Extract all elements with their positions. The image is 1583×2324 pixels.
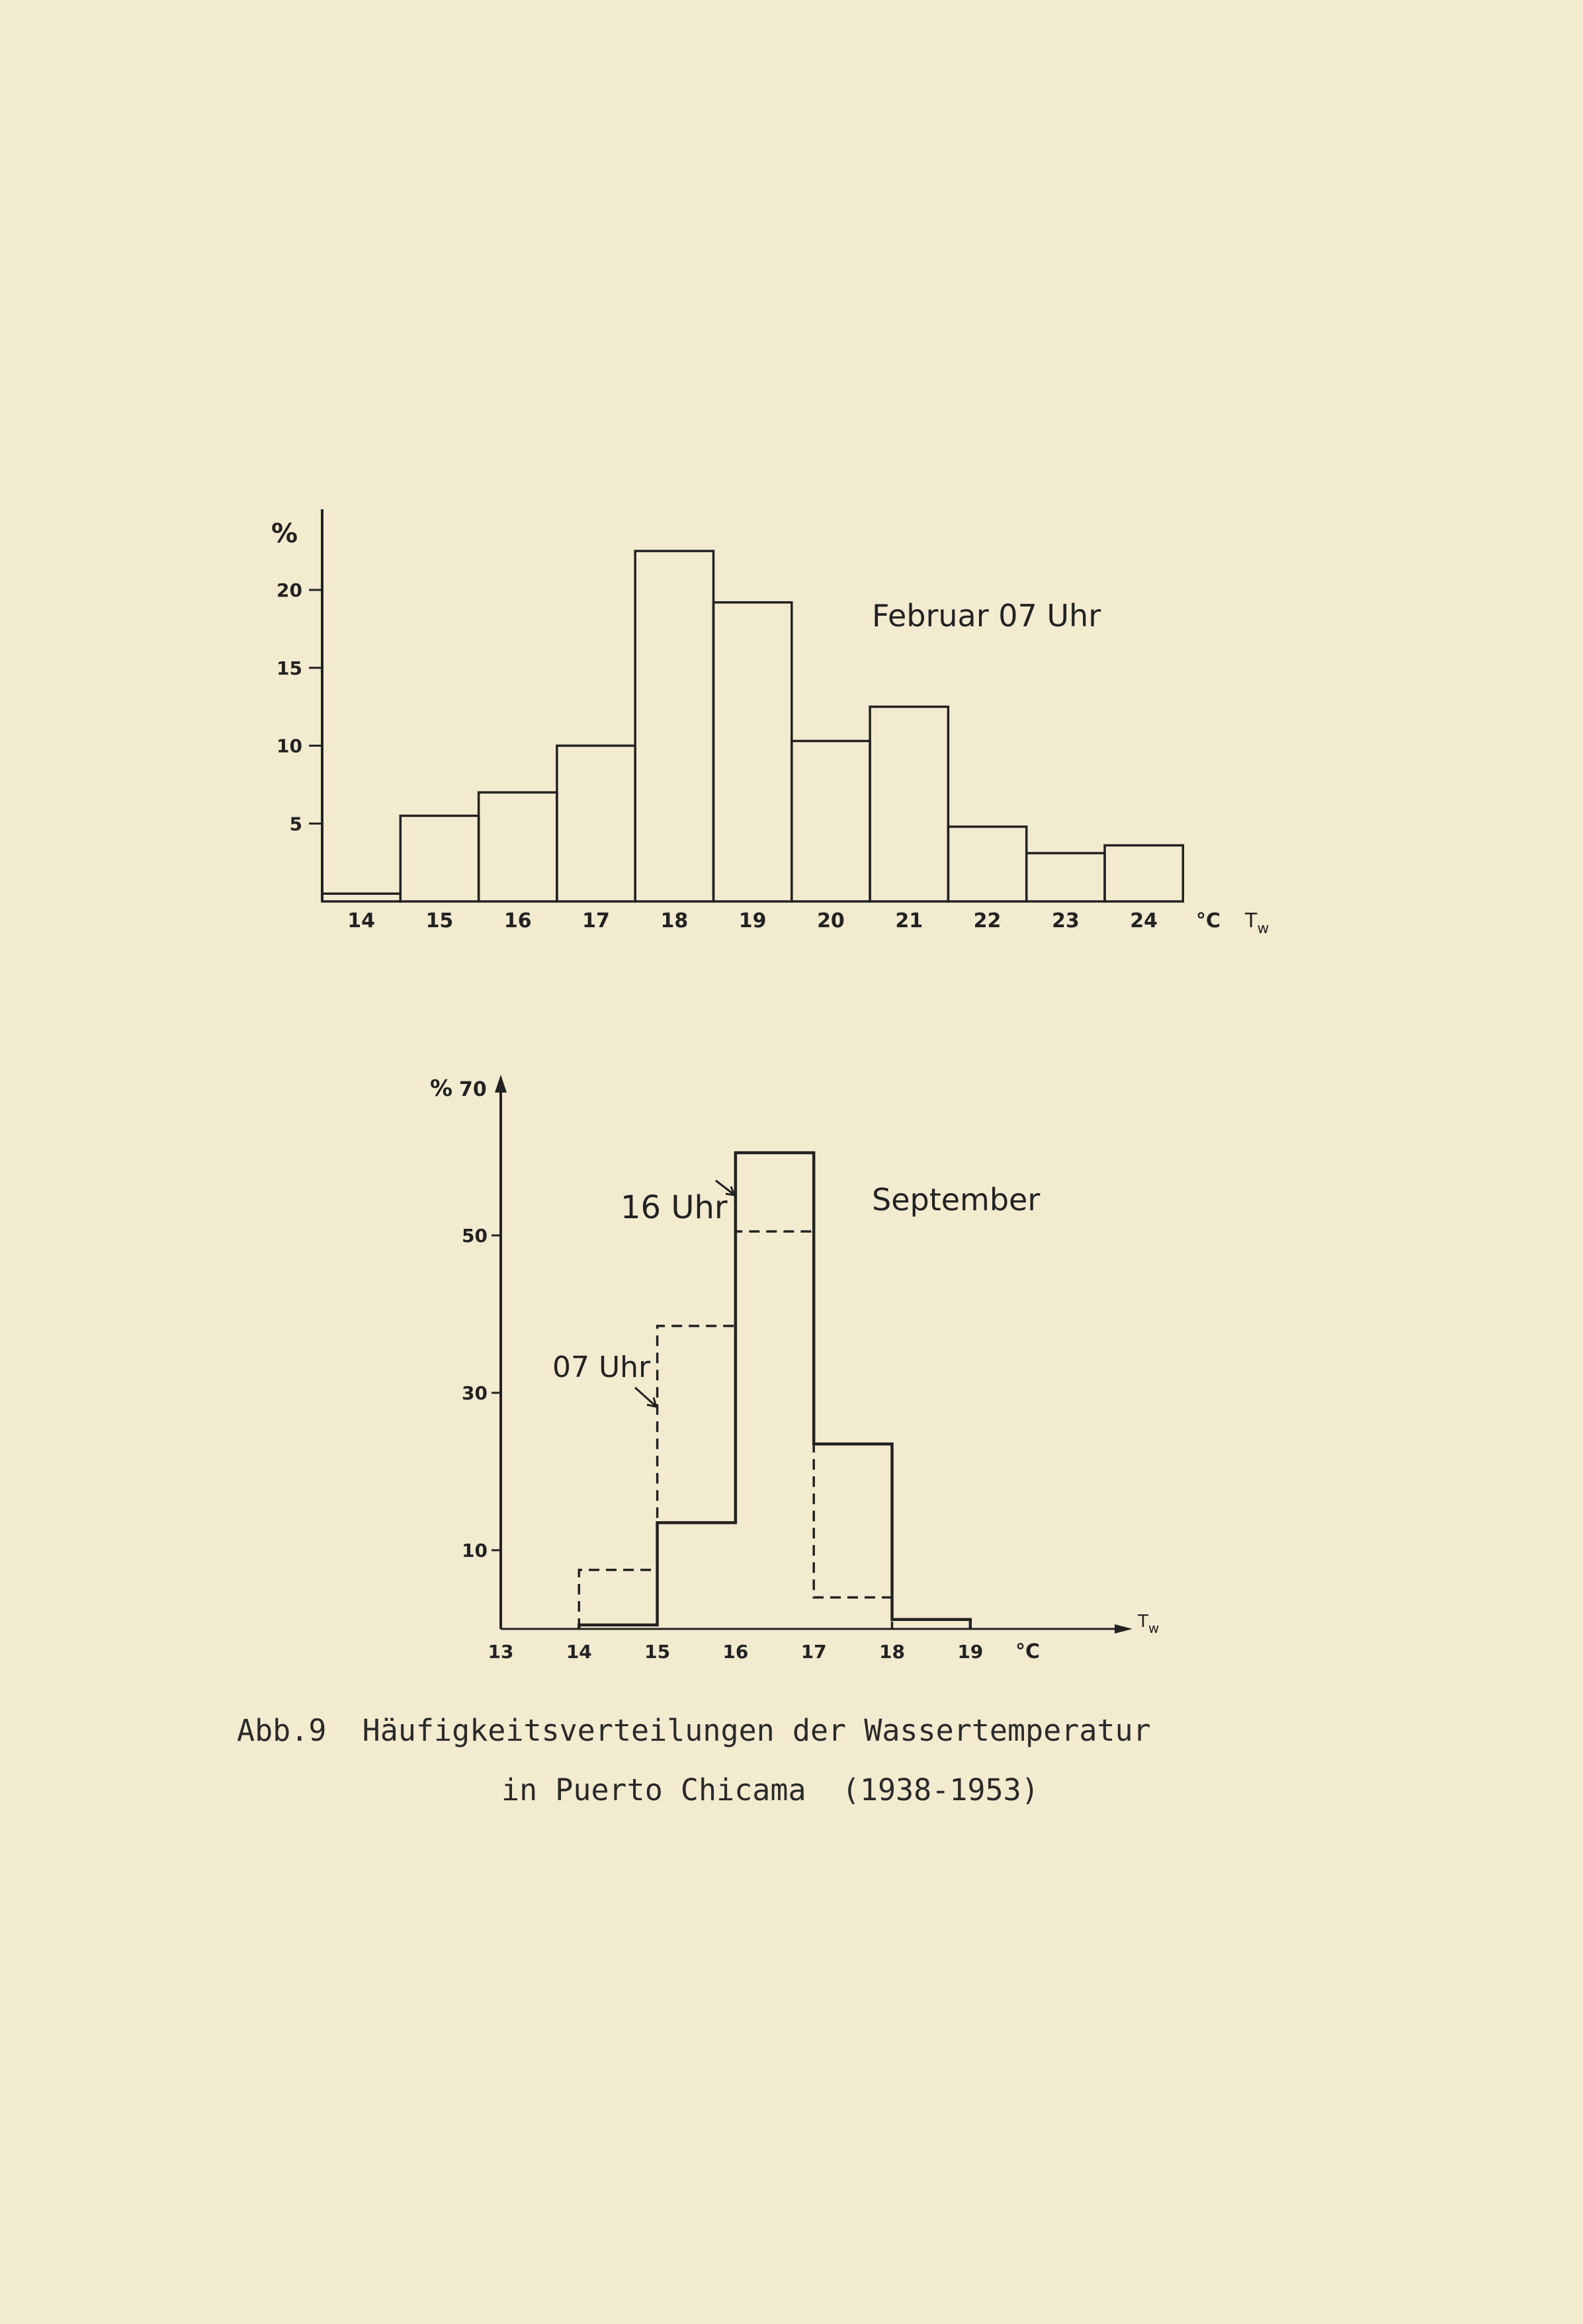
chart-annotation: Februar 07 Uhr bbox=[872, 598, 1101, 634]
y-tick-label-15: 15 bbox=[277, 657, 302, 679]
y-tick-label-20: 20 bbox=[277, 579, 302, 601]
x-tick-label-15: 15 bbox=[425, 909, 454, 933]
x-unit-label: °C bbox=[1015, 1640, 1041, 1663]
x-tick-label-19: 19 bbox=[957, 1641, 984, 1663]
x-tick-label-18: 18 bbox=[879, 1641, 905, 1663]
caption-line-1: Abb.9 Häufigkeitsverteilungen der Wassertemperatur bbox=[237, 1713, 1151, 1748]
y-axis-label: % bbox=[271, 519, 298, 549]
x-tick-label-23: 23 bbox=[1051, 909, 1080, 933]
y-tick-label-30: 30 bbox=[462, 1382, 488, 1404]
y-axis-top-label: 70 bbox=[459, 1078, 487, 1101]
x-tick-label-22: 22 bbox=[973, 909, 1002, 933]
x-tick-label-21: 21 bbox=[895, 909, 923, 933]
x-tick-label-16: 16 bbox=[503, 909, 532, 933]
x-axis-arrowhead bbox=[1115, 1624, 1133, 1634]
series-07-uhr-pointer bbox=[635, 1388, 655, 1405]
y-axis-label: % bbox=[430, 1075, 453, 1102]
y-tick-label-10: 10 bbox=[462, 1540, 488, 1561]
x-tick-label-15: 15 bbox=[644, 1641, 671, 1663]
caption-line-2: in Puerto Chicama (1938-1953) bbox=[501, 1772, 1039, 1807]
series-label-07-uhr: 07 Uhr bbox=[552, 1350, 651, 1384]
series-label-16-uhr: 16 Uhr bbox=[620, 1189, 728, 1226]
x-tick-label-24: 24 bbox=[1130, 909, 1158, 933]
y-tick-label-10: 10 bbox=[277, 735, 302, 757]
x-axis-label: $T_w$ bbox=[1138, 1612, 1160, 1636]
x-tick-label-20: 20 bbox=[817, 909, 845, 933]
x-unit-label: °C bbox=[1196, 909, 1221, 933]
x-axis-label: $T_w$ bbox=[1245, 909, 1269, 937]
y-tick-label-50: 50 bbox=[462, 1225, 488, 1247]
x-tick-label-17: 17 bbox=[582, 909, 610, 933]
x-tick-label-14: 14 bbox=[347, 909, 376, 933]
x-tick-label-19: 19 bbox=[738, 909, 767, 933]
x-tick-label-13: 13 bbox=[488, 1641, 514, 1663]
x-tick-label-18: 18 bbox=[660, 909, 689, 933]
y-axis-arrowhead bbox=[495, 1075, 507, 1093]
chart-annotation: September bbox=[872, 1182, 1041, 1218]
x-tick-label-14: 14 bbox=[566, 1641, 592, 1663]
y-tick-label-5: 5 bbox=[289, 813, 302, 835]
x-tick-label-17: 17 bbox=[800, 1641, 827, 1663]
x-tick-label-16: 16 bbox=[722, 1641, 749, 1663]
